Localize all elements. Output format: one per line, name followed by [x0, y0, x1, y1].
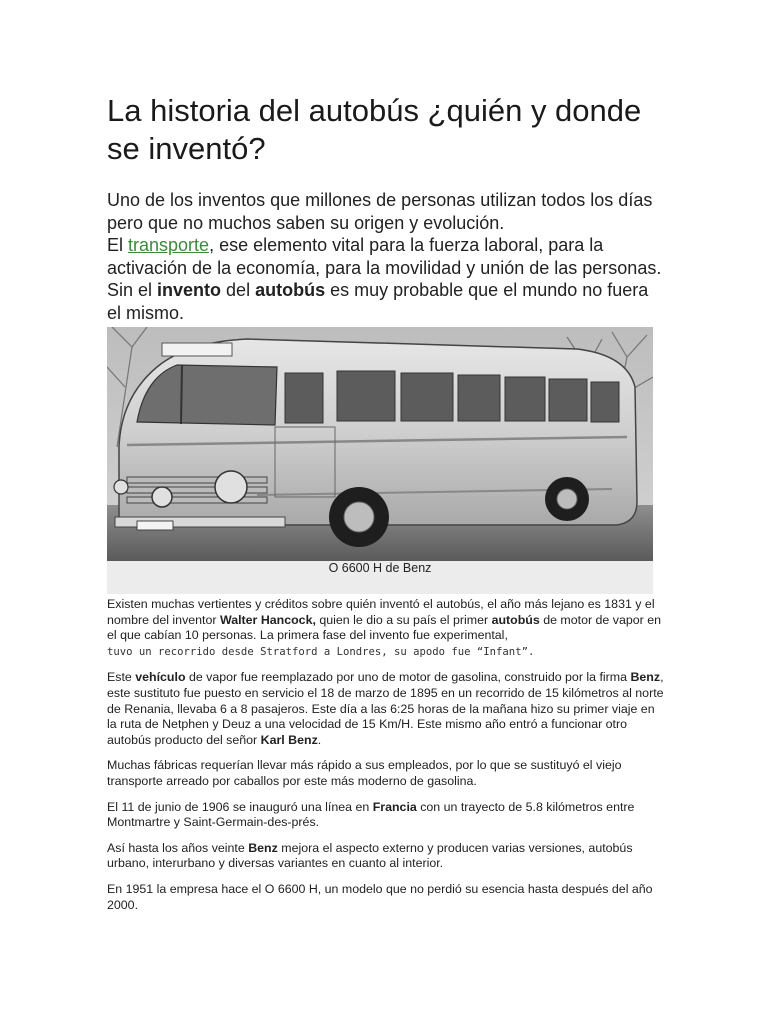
intro-text-segment: del	[221, 280, 256, 301]
bold-term: invento	[157, 280, 222, 301]
intro-text-segment: El	[107, 235, 129, 256]
body-text-segment: quien le dio a su país el primer	[315, 612, 492, 627]
monospace-text: tuvo un recorrido desde Stratford a Londres, su apodo fue “Infant”.	[107, 645, 535, 658]
body-paragraph-2	[107, 670, 667, 748]
body-text-segment: .	[317, 732, 322, 747]
intro-paragraph-1: Uno de los inventos que millones de personas utilizan todos los días pero que no muchos saben su origen y evolución.	[107, 190, 653, 233]
page-title: La historia del autobús ¿quién y donde se inventó?	[107, 93, 642, 166]
body-text-segment: de vapor fue reemplazado por uno de motor de gasolina, construido por la firma	[185, 670, 631, 685]
bold-term: Karl Benz	[260, 732, 318, 747]
intro-text	[107, 189, 667, 325]
body-text-segment: mejora el aspecto externo y producen varias versiones, autobús urbano, interurbano y diversas variantes en cuanto al interior.	[107, 840, 633, 871]
bold-term: autobús	[491, 612, 540, 627]
transporte-link[interactable]: transporte	[128, 235, 210, 256]
body-paragraph-3: Muchas fábricas requerían llevar más rápido a sus empleados, por lo que se sustituyó el viejo transporte arreado por caballos por este más moderno de gasolina.	[107, 758, 622, 788]
body-paragraph-5	[107, 841, 667, 872]
body-text-segment: El 11 de junio de 1906 se inauguró una línea en	[107, 799, 373, 814]
intro-paragraph-2	[107, 234, 667, 324]
bold-term: vehículo	[135, 670, 186, 685]
intro-text-segment: , ese elemento vital para la fuerza laboral, para la activación de la economía, para la movilidad y unión de las personas. Sin el	[107, 235, 662, 301]
figure-caption: O 6600 H de Benz	[328, 561, 432, 575]
body-text-segment: Este	[107, 670, 136, 685]
body-text-segment: Así hasta los años veinte	[107, 840, 249, 855]
bold-term: Walter Hancock,	[219, 612, 316, 627]
intro-text-segment: es muy probable que el mundo no fuera el mismo.	[107, 280, 649, 323]
article-body	[107, 597, 667, 923]
body-text-segment: con un trayecto de 5.8 kilómetros entre Montmartre y Saint-Germain-des-prés.	[107, 799, 635, 830]
body-text-segment: de motor de vapor en el que cabían 10 personas. La primera fase del invento fue experimental,	[107, 612, 661, 643]
bold-term: Benz	[630, 670, 661, 685]
body-paragraph-4	[107, 800, 667, 831]
body-paragraph-6: En 1951 la empresa hace el O 6600 H, un modelo que no perdió su esencia hasta después del año 2000.	[107, 881, 653, 912]
bus-figure	[107, 327, 653, 594]
bold-term: Benz	[248, 840, 278, 855]
body-paragraph-1	[107, 597, 667, 660]
body-text-segment: , este sustituto fue puesto en servicio el 18 de marzo de 1895 en un recorrido de 15 kilómetros al norte de Renania, llevaba 6 a 8 pasajeros. Este día a las 6:25 horas de la mañana hizo su primer viaje en la ruta de Netphen y Deuz a una velocidad de 15 Km/H. Este mismo año entró a funcionar otro autobús producto del señor	[107, 670, 664, 747]
bold-term: autobús	[255, 280, 326, 301]
bold-term: Francia	[372, 799, 417, 814]
bus-photo	[107, 327, 653, 561]
body-text-segment: Existen muchas vertientes y créditos sobre quién inventó el autobús, el año más lejano es 1831 y el nombre del inventor	[107, 597, 655, 627]
